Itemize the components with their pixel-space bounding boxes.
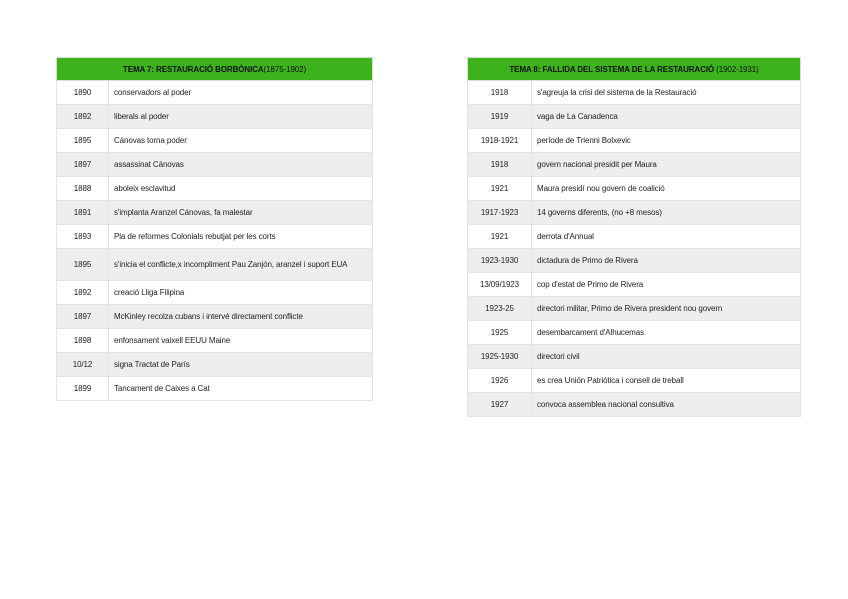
table-row <box>468 369 801 393</box>
table-row <box>468 321 801 345</box>
event-cell: directori militar, Primo de Rivera president nou govern <box>532 297 801 321</box>
event-cell: període de Trienni Bolxevic <box>532 129 801 153</box>
event-cell: 14 governs diferents, (no +8 mesos) <box>532 201 801 225</box>
year-cell: 1891 <box>57 201 109 225</box>
event-cell: enfonsament vaixell EEUU Maine <box>109 329 373 353</box>
year-cell: 1923-25 <box>468 297 532 321</box>
year-cell: 1925-1930 <box>468 345 532 369</box>
table-row <box>468 225 801 249</box>
table-row <box>468 177 801 201</box>
event-cell: es crea Unión Patriótica i consell de treball <box>532 369 801 393</box>
tema8-table <box>467 57 801 417</box>
year-cell: 1919 <box>468 105 532 129</box>
event-cell: dictadura de Primo de Rivera <box>532 249 801 273</box>
year-cell: 1927 <box>468 393 532 417</box>
event-cell: cop d'estat de Primo de Rivera <box>532 273 801 297</box>
table-row <box>57 153 373 177</box>
table-row <box>57 201 373 225</box>
event-cell: desembarcament d'Alhucemas <box>532 321 801 345</box>
year-cell: 1890 <box>57 81 109 105</box>
year-cell: 1921 <box>468 177 532 201</box>
table-row <box>468 129 801 153</box>
tema7-title <box>57 58 373 81</box>
table-row <box>468 105 801 129</box>
event-cell: Pla de reformes Colonials rebutjat per les corts <box>109 225 373 249</box>
table-row <box>468 153 801 177</box>
event-cell: s'agreuja la crisi del sistema de la Restauració <box>532 81 801 105</box>
event-cell: vaga de La Canadenca <box>532 105 801 129</box>
event-cell: aboleix esclavitud <box>109 177 373 201</box>
table-row <box>468 81 801 105</box>
year-cell: 1897 <box>57 305 109 329</box>
event-cell: liberals al poder <box>109 105 373 129</box>
tema8-title-main: TEMA 8: FALLIDA DEL SISTEMA DE LA RESTAURACIÓ <box>509 64 715 74</box>
table-row <box>468 273 801 297</box>
year-cell: 1895 <box>57 129 109 153</box>
table-row <box>57 353 373 377</box>
tema8-title <box>468 58 801 81</box>
table-row <box>57 305 373 329</box>
year-cell: 1892 <box>57 281 109 305</box>
tema7-title-dates: (1875-1902) <box>263 64 307 74</box>
tema8-title-dates: (1902-1931) <box>714 64 759 74</box>
tema8-header-row <box>468 58 801 81</box>
tema7-title-main: TEMA 7: RESTAURACIÓ BORBÒNICA <box>122 64 264 74</box>
tema7-table <box>56 57 373 401</box>
event-cell: signa Tractat de París <box>109 353 373 377</box>
year-cell: 13/09/1923 <box>468 273 532 297</box>
table-row <box>468 249 801 273</box>
table-row <box>468 393 801 417</box>
year-cell: 1917-1923 <box>468 201 532 225</box>
table-row <box>57 105 373 129</box>
year-cell: 1921 <box>468 225 532 249</box>
year-cell: 1893 <box>57 225 109 249</box>
event-cell: creació Lliga Filipina <box>109 281 373 305</box>
year-cell: 1897 <box>57 153 109 177</box>
table-row <box>468 345 801 369</box>
table-row <box>57 177 373 201</box>
table-row <box>468 201 801 225</box>
year-cell: 1918 <box>468 153 532 177</box>
table-row <box>57 281 373 305</box>
year-cell: 1888 <box>57 177 109 201</box>
year-cell: 1899 <box>57 377 109 401</box>
event-cell: s'implanta Aranzel Cánovas, fa malestar <box>109 201 373 225</box>
event-cell: s'inicia el conflicte,x incompliment Pau Zanjón, aranzel i suport EUA <box>109 249 373 281</box>
year-cell: 1918 <box>468 81 532 105</box>
year-cell: 1925 <box>468 321 532 345</box>
table-row <box>57 249 373 281</box>
event-cell: conservadors al poder <box>109 81 373 105</box>
event-cell: Tancament de Caixes a Cat <box>109 377 373 401</box>
table-row <box>57 329 373 353</box>
year-cell: 1898 <box>57 329 109 353</box>
year-cell: 1926 <box>468 369 532 393</box>
year-cell: 1923-1930 <box>468 249 532 273</box>
event-cell: assassinat Cánovas <box>109 153 373 177</box>
event-cell: Maura presidí nou govern de coalició <box>532 177 801 201</box>
table-row <box>57 81 373 105</box>
tema7-header-row <box>57 58 373 81</box>
table-row <box>57 225 373 249</box>
event-cell: derrota d'Annual <box>532 225 801 249</box>
year-cell: 1895 <box>57 249 109 281</box>
year-cell: 10/12 <box>57 353 109 377</box>
year-cell: 1918-1921 <box>468 129 532 153</box>
event-cell: Cánovas torna poder <box>109 129 373 153</box>
table-row <box>57 377 373 401</box>
event-cell: directori civil <box>532 345 801 369</box>
event-cell: convoca assemblea nacional consultiva <box>532 393 801 417</box>
year-cell: 1892 <box>57 105 109 129</box>
event-cell: McKinley recolza cubans i intervé directament conflicte <box>109 305 373 329</box>
table-row <box>468 297 801 321</box>
table-row <box>57 129 373 153</box>
event-cell: govern nacional presidit per Maura <box>532 153 801 177</box>
